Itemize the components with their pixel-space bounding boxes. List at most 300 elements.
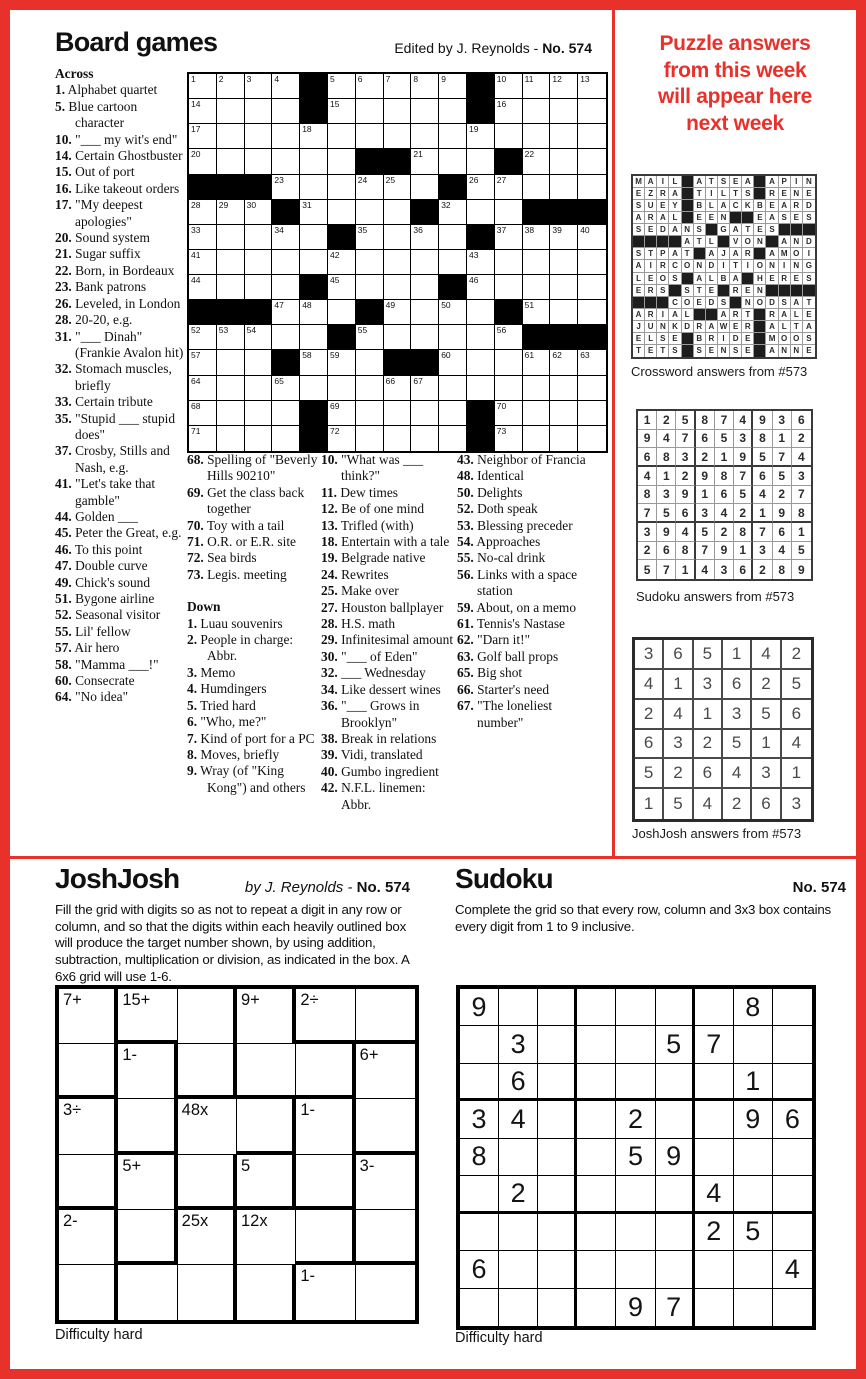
sudoku-empty-cell[interactable] [656, 1251, 695, 1288]
crossword-cell[interactable] [550, 99, 578, 124]
sudoku-empty-cell[interactable] [616, 1026, 655, 1063]
crossword-cell[interactable] [550, 426, 578, 451]
crossword-cell[interactable] [245, 275, 273, 300]
clue-column-b [321, 452, 457, 813]
answer-letter-cell: U [645, 200, 657, 212]
sudoku-empty-cell[interactable] [695, 1251, 734, 1288]
sudoku-empty-cell[interactable] [656, 1176, 695, 1213]
crossword-cell[interactable] [495, 350, 523, 375]
crossword-cell[interactable] [245, 376, 273, 401]
sudoku-empty-cell[interactable] [538, 1026, 577, 1063]
crossword-cell[interactable] [272, 74, 300, 99]
joshjosh-cell[interactable] [178, 1210, 237, 1265]
crossword-cell[interactable] [217, 275, 245, 300]
crossword-cell[interactable] [356, 225, 384, 250]
crossword-cell[interactable] [272, 426, 300, 451]
crossword-cell[interactable] [495, 250, 523, 275]
joshjosh-cell[interactable] [118, 1044, 177, 1099]
crossword-cell[interactable] [328, 124, 356, 149]
crossword-cell[interactable] [245, 426, 273, 451]
crossword-cell[interactable] [245, 124, 273, 149]
sudoku-empty-cell[interactable] [616, 1064, 655, 1101]
crossword-cell[interactable] [523, 74, 551, 99]
crossword-cell[interactable] [272, 149, 300, 174]
crossword-cell[interactable] [578, 99, 606, 124]
crossword-cell[interactable] [300, 350, 328, 375]
sudoku-empty-cell[interactable] [695, 1064, 734, 1101]
sudoku-given-cell: 3 [499, 1026, 538, 1063]
crossword-cell[interactable] [300, 376, 328, 401]
crossword-cell[interactable] [300, 200, 328, 225]
crossword-cell[interactable] [411, 124, 439, 149]
joshjosh-cell[interactable] [118, 989, 177, 1044]
sudoku-empty-cell[interactable] [499, 1289, 538, 1326]
joshjosh-cell[interactable] [178, 1155, 237, 1210]
crossword-cell[interactable] [411, 376, 439, 401]
crossword-cell[interactable] [384, 325, 412, 350]
crossword-cell[interactable] [578, 275, 606, 300]
crossword-cell[interactable] [550, 376, 578, 401]
crossword-cell[interactable] [217, 350, 245, 375]
crossword-cell[interactable] [411, 401, 439, 426]
joshjosh-cell[interactable] [118, 1155, 177, 1210]
sudoku-empty-cell[interactable] [538, 1064, 577, 1101]
crossword-cell[interactable] [189, 149, 217, 174]
joshjosh-cell[interactable] [356, 1265, 415, 1320]
crossword-cell[interactable] [411, 175, 439, 200]
crossword-cell[interactable] [356, 376, 384, 401]
crossword-cell[interactable] [411, 300, 439, 325]
crossword-cell[interactable] [439, 200, 467, 225]
crossword-cell[interactable] [439, 401, 467, 426]
sudoku-empty-cell[interactable] [616, 989, 655, 1026]
joshjosh-cell[interactable] [237, 1155, 296, 1210]
crossword-cell[interactable] [550, 300, 578, 325]
crossword-cell[interactable] [189, 275, 217, 300]
joshjosh-cell[interactable] [237, 1044, 296, 1099]
crossword-cell[interactable] [384, 426, 412, 451]
crossword-cell[interactable] [411, 99, 439, 124]
sudoku-empty-cell[interactable] [616, 1176, 655, 1213]
crossword-cell[interactable] [272, 99, 300, 124]
sudoku-empty-cell[interactable] [773, 1289, 812, 1326]
crossword-cell[interactable] [439, 350, 467, 375]
sudoku-empty-cell[interactable] [734, 1176, 773, 1213]
crossword-cell[interactable] [550, 401, 578, 426]
sudoku-empty-cell[interactable] [656, 1214, 695, 1251]
sudoku-empty-cell[interactable] [460, 1289, 499, 1326]
clue-number: 72 [329, 425, 340, 436]
crossword-cell[interactable] [245, 325, 273, 350]
crossword-cell[interactable] [245, 99, 273, 124]
crossword-cell[interactable] [439, 376, 467, 401]
crossword-cell[interactable] [300, 300, 328, 325]
crossword-cell[interactable] [578, 250, 606, 275]
crossword-cell[interactable] [245, 74, 273, 99]
sudoku-empty-cell[interactable] [577, 1289, 616, 1326]
crossword-cell[interactable] [439, 300, 467, 325]
crossword-cell[interactable] [245, 350, 273, 375]
crossword-grid[interactable] [187, 72, 608, 453]
crossword-cell[interactable] [523, 426, 551, 451]
joshjosh-byline [150, 879, 410, 896]
crossword-cell[interactable] [300, 124, 328, 149]
crossword-cell[interactable] [384, 99, 412, 124]
crossword-cell[interactable] [384, 200, 412, 225]
crossword-black-cell [356, 149, 384, 174]
crossword-cell[interactable] [328, 401, 356, 426]
crossword-cell[interactable] [189, 99, 217, 124]
crossword-cell[interactable] [189, 250, 217, 275]
sudoku-empty-cell[interactable] [773, 1064, 812, 1101]
crossword-cell[interactable] [384, 376, 412, 401]
crossword-cell[interactable] [439, 325, 467, 350]
crossword-cell[interactable] [495, 275, 523, 300]
sudoku-empty-cell[interactable] [577, 1251, 616, 1288]
joshjosh-cell[interactable] [237, 989, 296, 1044]
crossword-cell[interactable] [523, 149, 551, 174]
crossword-cell[interactable] [328, 149, 356, 174]
crossword-cell[interactable] [189, 225, 217, 250]
crossword-cell[interactable] [384, 124, 412, 149]
sudoku-empty-cell[interactable] [656, 989, 695, 1026]
sudoku-empty-cell[interactable] [695, 1101, 734, 1138]
joshjosh-cell[interactable] [356, 989, 415, 1044]
joshjosh-cell[interactable] [178, 1265, 237, 1320]
sudoku-empty-cell[interactable] [616, 1214, 655, 1251]
sudoku-empty-cell[interactable] [577, 1064, 616, 1101]
crossword-cell[interactable] [495, 175, 523, 200]
crossword-cell[interactable] [328, 426, 356, 451]
joshjosh-cell[interactable] [237, 1265, 296, 1320]
crossword-cell[interactable] [411, 325, 439, 350]
sudoku-empty-cell[interactable] [499, 1214, 538, 1251]
crossword-cell[interactable] [578, 225, 606, 250]
crossword-cell[interactable] [217, 225, 245, 250]
crossword-cell[interactable] [217, 99, 245, 124]
crossword-cell[interactable] [217, 325, 245, 350]
crossword-cell[interactable] [189, 74, 217, 99]
sudoku-empty-cell[interactable] [577, 1139, 616, 1176]
sudoku-empty-cell[interactable] [460, 1214, 499, 1251]
sudoku-puzzle-grid[interactable] [456, 985, 816, 1330]
sudoku-empty-cell[interactable] [538, 989, 577, 1026]
sudoku-empty-cell[interactable] [577, 989, 616, 1026]
sudoku-empty-cell[interactable] [577, 1026, 616, 1063]
joshjosh-cell[interactable] [178, 1044, 237, 1099]
crossword-cell[interactable] [495, 200, 523, 225]
sudoku-empty-cell[interactable] [538, 1176, 577, 1213]
crossword-cell[interactable] [272, 275, 300, 300]
crossword-cell[interactable] [356, 350, 384, 375]
crossword-cell[interactable] [272, 250, 300, 275]
crossword-cell[interactable] [217, 149, 245, 174]
crossword-cell[interactable] [245, 225, 273, 250]
sudoku-empty-cell[interactable] [577, 1214, 616, 1251]
joshjosh-cell[interactable] [178, 989, 237, 1044]
sudoku-empty-cell[interactable] [538, 1214, 577, 1251]
crossword-cell[interactable] [467, 275, 495, 300]
joshjosh-cell[interactable] [178, 1099, 237, 1154]
crossword-cell[interactable] [550, 149, 578, 174]
crossword-cell[interactable] [328, 200, 356, 225]
crossword-cell[interactable] [272, 300, 300, 325]
sudoku-empty-cell[interactable] [734, 1251, 773, 1288]
sudoku-empty-cell[interactable] [773, 1214, 812, 1251]
sudoku-empty-cell[interactable] [773, 989, 812, 1026]
crossword-cell[interactable] [439, 426, 467, 451]
joshjosh-cell[interactable] [118, 1210, 177, 1265]
joshjosh-cell[interactable] [356, 1210, 415, 1265]
sudoku-empty-cell[interactable] [656, 1064, 695, 1101]
crossword-cell[interactable] [523, 99, 551, 124]
crossword-cell[interactable] [523, 275, 551, 300]
sudoku-empty-cell[interactable] [499, 989, 538, 1026]
crossword-cell[interactable] [411, 275, 439, 300]
crossword-cell[interactable] [467, 300, 495, 325]
crossword-cell[interactable] [217, 200, 245, 225]
crossword-cell[interactable] [384, 250, 412, 275]
crossword-cell[interactable] [467, 149, 495, 174]
crossword-cell[interactable] [523, 376, 551, 401]
joshjosh-cell[interactable] [296, 1210, 355, 1265]
crossword-cell[interactable] [550, 124, 578, 149]
crossword-cell[interactable] [578, 401, 606, 426]
sudoku-empty-cell[interactable] [460, 1026, 499, 1063]
crossword-cell[interactable] [578, 149, 606, 174]
joshjosh-cell[interactable] [237, 1210, 296, 1265]
crossword-cell[interactable] [550, 250, 578, 275]
crossword-cell[interactable] [495, 225, 523, 250]
crossword-cell[interactable] [300, 149, 328, 174]
sudoku-empty-cell[interactable] [734, 1139, 773, 1176]
crossword-cell[interactable] [300, 250, 328, 275]
crossword-cell[interactable] [439, 250, 467, 275]
crossword-cell[interactable] [467, 124, 495, 149]
crossword-cell[interactable] [189, 401, 217, 426]
crossword-cell[interactable] [245, 200, 273, 225]
answer-black-cell [803, 224, 815, 236]
crossword-cell[interactable] [384, 401, 412, 426]
joshjosh-cell[interactable] [356, 1155, 415, 1210]
joshjosh-cell[interactable] [59, 1099, 118, 1154]
crossword-cell[interactable] [356, 250, 384, 275]
crossword-cell[interactable] [411, 74, 439, 99]
crossword-cell[interactable] [523, 250, 551, 275]
crossword-cell[interactable] [439, 225, 467, 250]
crossword-cell[interactable] [467, 250, 495, 275]
crossword-cell[interactable] [495, 99, 523, 124]
crossword-cell[interactable] [217, 124, 245, 149]
crossword-cell[interactable] [523, 124, 551, 149]
crossword-cell[interactable] [384, 300, 412, 325]
crossword-cell[interactable] [411, 149, 439, 174]
crossword-cell[interactable] [467, 376, 495, 401]
joshjosh-cell[interactable] [59, 989, 118, 1044]
joshjosh-cell[interactable] [296, 989, 355, 1044]
crossword-cell[interactable] [356, 275, 384, 300]
crossword-cell[interactable] [467, 200, 495, 225]
crossword-cell[interactable] [245, 149, 273, 174]
answer-letter-cell: S [694, 345, 706, 357]
crossword-cell[interactable] [578, 300, 606, 325]
crossword-cell[interactable] [523, 300, 551, 325]
crossword-cell[interactable] [328, 99, 356, 124]
crossword-cell[interactable] [467, 325, 495, 350]
crossword-cell[interactable] [356, 99, 384, 124]
sudoku-empty-cell[interactable] [734, 1289, 773, 1326]
crossword-cell[interactable] [439, 74, 467, 99]
crossword-cell[interactable] [272, 376, 300, 401]
crossword-cell[interactable] [189, 124, 217, 149]
joshjosh-cell[interactable] [296, 1155, 355, 1210]
answer-black-cell [754, 176, 766, 188]
crossword-cell[interactable] [578, 74, 606, 99]
joshjosh-cell[interactable] [356, 1044, 415, 1099]
sudoku-empty-cell[interactable] [538, 1251, 577, 1288]
joshjosh-puzzle-grid[interactable] [55, 985, 419, 1324]
crossword-cell[interactable] [439, 149, 467, 174]
sudoku-empty-cell[interactable] [538, 1289, 577, 1326]
across-header: Across [55, 66, 94, 81]
crossword-cell[interactable] [272, 175, 300, 200]
sudoku-empty-cell[interactable] [460, 1064, 499, 1101]
crossword-cell[interactable] [328, 376, 356, 401]
crossword-cell[interactable] [550, 74, 578, 99]
crossword-cell[interactable] [356, 175, 384, 200]
crossword-cell[interactable] [356, 200, 384, 225]
crossword-cell[interactable] [578, 124, 606, 149]
crossword-cell[interactable] [550, 225, 578, 250]
sudoku-empty-cell[interactable] [773, 1026, 812, 1063]
joshjosh-cell[interactable] [296, 1099, 355, 1154]
sudoku-empty-cell[interactable] [734, 1026, 773, 1063]
crossword-cell[interactable] [523, 401, 551, 426]
crossword-cell[interactable] [189, 426, 217, 451]
sudoku-empty-cell[interactable] [656, 1101, 695, 1138]
crossword-cell[interactable] [328, 350, 356, 375]
crossword-cell[interactable] [189, 350, 217, 375]
crossword-cell[interactable] [467, 350, 495, 375]
crossword-cell[interactable] [495, 325, 523, 350]
crossword-cell[interactable] [578, 350, 606, 375]
crossword-cell[interactable] [189, 376, 217, 401]
crossword-cell[interactable] [550, 275, 578, 300]
joshjosh-cell[interactable] [356, 1099, 415, 1154]
sudoku-empty-cell[interactable] [538, 1101, 577, 1138]
joshjosh-cell[interactable] [59, 1210, 118, 1265]
crossword-cell[interactable] [495, 376, 523, 401]
crossword-cell[interactable] [245, 250, 273, 275]
crossword-cell[interactable] [300, 325, 328, 350]
clue-number: 11 [524, 74, 534, 84]
sudoku-empty-cell[interactable] [695, 1289, 734, 1326]
joshjosh-cell[interactable] [59, 1044, 118, 1099]
crossword-cell[interactable] [245, 401, 273, 426]
crossword-cell[interactable] [300, 225, 328, 250]
crossword-cell[interactable] [495, 74, 523, 99]
crossword-cell[interactable] [356, 124, 384, 149]
crossword-cell[interactable] [272, 124, 300, 149]
crossword-cell[interactable] [578, 376, 606, 401]
sudoku-empty-cell[interactable] [773, 1176, 812, 1213]
crossword-black-cell [467, 225, 495, 250]
crossword-cell[interactable] [495, 124, 523, 149]
sudoku-empty-cell[interactable] [773, 1139, 812, 1176]
crossword-cell[interactable] [523, 350, 551, 375]
joshjosh-cell[interactable] [118, 1265, 177, 1320]
crossword-cell[interactable] [384, 175, 412, 200]
crossword-cell[interactable] [439, 99, 467, 124]
sudoku-empty-cell[interactable] [695, 989, 734, 1026]
crossword-cell[interactable] [439, 124, 467, 149]
crossword-cell[interactable] [411, 250, 439, 275]
crossword-cell[interactable] [384, 225, 412, 250]
crossword-cell[interactable] [272, 225, 300, 250]
answer-letter-cell: E [645, 345, 657, 357]
crossword-cell[interactable] [328, 250, 356, 275]
crossword-cell[interactable] [467, 175, 495, 200]
crossword-cell[interactable] [411, 426, 439, 451]
crossword-cell[interactable] [217, 74, 245, 99]
crossword-cell[interactable] [189, 200, 217, 225]
crossword-cell[interactable] [272, 325, 300, 350]
crossword-cell[interactable] [189, 325, 217, 350]
crossword-cell[interactable] [272, 401, 300, 426]
crossword-cell[interactable] [550, 175, 578, 200]
crossword-cell[interactable] [300, 175, 328, 200]
crossword-cell[interactable] [411, 225, 439, 250]
crossword-cell[interactable] [356, 401, 384, 426]
sudoku-empty-cell[interactable] [577, 1101, 616, 1138]
crossword-cell[interactable] [217, 250, 245, 275]
sudoku-empty-cell[interactable] [695, 1139, 734, 1176]
crossword-cell[interactable] [356, 325, 384, 350]
crossword-cell[interactable] [384, 74, 412, 99]
crossword-cell[interactable] [328, 275, 356, 300]
crossword-cell[interactable] [523, 225, 551, 250]
crossword-cell[interactable] [495, 401, 523, 426]
crossword-cell[interactable] [550, 350, 578, 375]
crossword-cell[interactable] [217, 376, 245, 401]
joshjosh-cell[interactable] [118, 1099, 177, 1154]
joshjosh-cell[interactable] [296, 1265, 355, 1320]
crossword-cell[interactable] [356, 74, 384, 99]
sudoku-empty-cell[interactable] [616, 1251, 655, 1288]
crossword-cell[interactable] [356, 426, 384, 451]
joshjosh-cell[interactable] [296, 1044, 355, 1099]
crossword-cell[interactable] [328, 175, 356, 200]
crossword-cell[interactable] [217, 401, 245, 426]
sudoku-empty-cell[interactable] [577, 1176, 616, 1213]
crossword-cell[interactable] [384, 275, 412, 300]
crossword-cell[interactable] [217, 426, 245, 451]
crossword-cell[interactable] [328, 300, 356, 325]
sudoku-empty-cell[interactable] [460, 1176, 499, 1213]
crossword-cell[interactable] [328, 74, 356, 99]
crossword-cell[interactable] [578, 426, 606, 451]
sudoku-empty-cell[interactable] [499, 1251, 538, 1288]
sudoku-empty-cell[interactable] [499, 1139, 538, 1176]
joshjosh-cell[interactable] [59, 1155, 118, 1210]
crossword-cell[interactable] [523, 175, 551, 200]
crossword-cell[interactable] [495, 426, 523, 451]
joshjosh-cell[interactable] [237, 1099, 296, 1154]
sudoku-empty-cell[interactable] [538, 1139, 577, 1176]
joshjosh-cell[interactable] [59, 1265, 118, 1320]
crossword-cell[interactable] [578, 175, 606, 200]
answer-letter-cell: R [645, 212, 657, 224]
